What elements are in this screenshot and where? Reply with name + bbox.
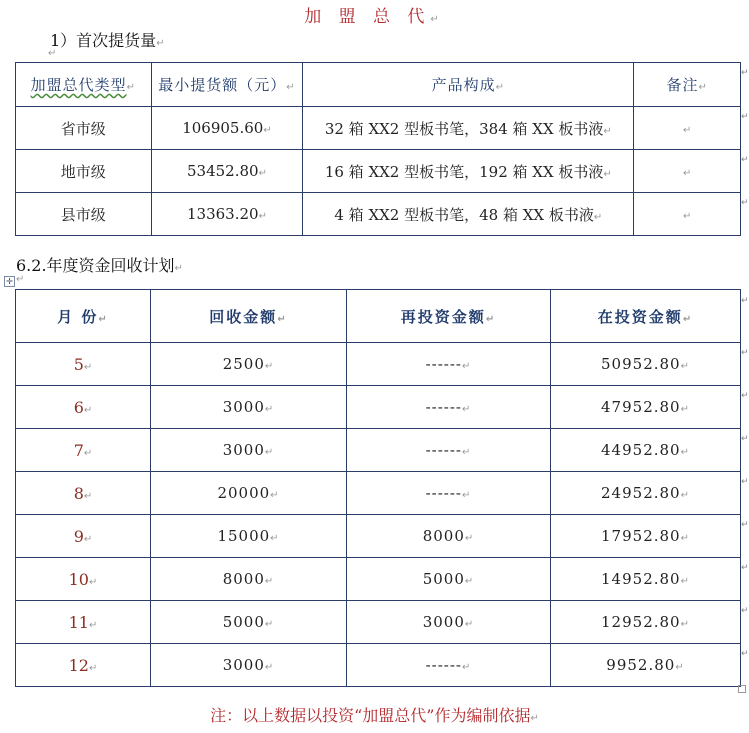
month-cell: 7↵: [16, 429, 151, 472]
table-cell: 15000↵: [151, 515, 347, 558]
table-row: [16, 150, 741, 193]
table-cell: 16 箱 XX2 型板书笔，192 箱 XX 板书液↵: [303, 150, 634, 193]
table-cell: 3000↵: [151, 386, 347, 429]
header-cell: 回收金额↵: [151, 290, 347, 343]
month-cell: 9↵: [16, 515, 151, 558]
header-cell: 最小提货额（元）↵: [151, 63, 303, 107]
table-row: [16, 386, 741, 429]
table-row: [16, 515, 741, 558]
month-cell: 10↵: [16, 558, 151, 601]
table-cell: 17952.80↵: [551, 515, 741, 558]
row-end-mark: ↵: [741, 391, 749, 401]
month-cell: 11↵: [16, 601, 151, 644]
row-end-mark: ↵: [741, 649, 749, 659]
row-end-mark: ↵: [741, 606, 749, 616]
table-cell: ↵: [634, 150, 741, 193]
table-cell: 4 箱 XX2 型板书笔，48 箱 XX 板书液↵: [303, 193, 634, 236]
table-row: [16, 601, 741, 644]
table-cell: 44952.80↵: [551, 429, 741, 472]
table-cell: ------↵: [347, 472, 551, 515]
table-cell: 32 箱 XX2 型板书笔，384 箱 XX 板书液↵: [303, 107, 634, 150]
table-cell: 3000↵: [151, 644, 347, 687]
table-row: [16, 429, 741, 472]
table-cell: 8000↵: [347, 515, 551, 558]
table-row: [16, 193, 741, 236]
table-cell: ↵: [634, 107, 741, 150]
table-cell: ------↵: [347, 386, 551, 429]
table-cell: 50952.80↵: [551, 343, 741, 386]
row-end-mark: ↵: [741, 477, 749, 487]
table-cell: 106905.60↵: [151, 107, 303, 150]
table-cell: 12952.80↵: [551, 601, 741, 644]
first-order-table: [15, 62, 741, 236]
header-cell: 再投资金额↵: [347, 290, 551, 343]
paragraph-mark: ↵: [16, 274, 25, 285]
table-cell: ------↵: [347, 429, 551, 472]
table-cell: 14952.80↵: [551, 558, 741, 601]
table-header-row: [16, 63, 741, 107]
month-cell: 8↵: [16, 472, 151, 515]
table-row: [16, 107, 741, 150]
header-cell: 产品构成↵: [303, 63, 634, 107]
header-cell: 在投资金额↵: [551, 290, 741, 343]
document-title: 加 盟 总 代↵: [304, 7, 445, 27]
table-cell: 47952.80↵: [551, 386, 741, 429]
footnote: 注：以上数据以投资“加盟总代”作为编制依据↵: [210, 706, 539, 725]
table-cell: 5000↵: [151, 601, 347, 644]
table-resize-handle-icon[interactable]: [738, 685, 746, 693]
table-cell: ↵: [634, 193, 741, 236]
row-end-mark: ↵: [741, 348, 749, 358]
row-end-mark: ↵: [741, 563, 749, 573]
section-heading-annual-plan: 6.2.年度资金回收计划↵: [16, 256, 183, 275]
row-end-mark: ↵: [741, 155, 749, 165]
month-cell: 12↵: [16, 644, 151, 687]
table-cell: 3000↵: [347, 601, 551, 644]
header-cell: 加盟总代类型↵: [16, 63, 152, 107]
table-cell: 53452.80↵: [151, 150, 303, 193]
table-move-handle-icon[interactable]: ✛: [4, 276, 15, 287]
section-heading-first-order: 1）首次提货量↵: [50, 31, 165, 50]
table-row: [16, 343, 741, 386]
row-end-mark: ↵: [741, 112, 749, 122]
table-cell: 9952.80↵: [551, 644, 741, 687]
table-row: [16, 558, 741, 601]
annual-recovery-table: [15, 289, 741, 687]
table-cell: 地市级: [16, 150, 152, 193]
table-header-row: [16, 290, 741, 343]
header-cell: 月 份↵: [16, 290, 151, 343]
table-cell: 省市级: [16, 107, 152, 150]
paragraph-mark: ↵: [48, 48, 57, 59]
table-row: [16, 472, 741, 515]
table-cell: ------↵: [347, 644, 551, 687]
row-end-mark: ↵: [741, 198, 749, 208]
table-cell: 20000↵: [151, 472, 347, 515]
table-cell: 3000↵: [151, 429, 347, 472]
table-cell: 县市级: [16, 193, 152, 236]
header-cell: 备注↵: [634, 63, 741, 107]
row-end-mark: ↵: [741, 520, 749, 530]
row-end-mark: ↵: [741, 296, 749, 306]
table-cell: ------↵: [347, 343, 551, 386]
table-cell: 2500↵: [151, 343, 347, 386]
month-cell: 5↵: [16, 343, 151, 386]
table-cell: 13363.20↵: [151, 193, 303, 236]
table-row: [16, 644, 741, 687]
table-cell: 8000↵: [151, 558, 347, 601]
row-end-mark: ↵: [741, 434, 749, 444]
table-cell: 24952.80↵: [551, 472, 741, 515]
table-cell: 5000↵: [347, 558, 551, 601]
row-end-mark: ↵: [741, 68, 749, 78]
month-cell: 6↵: [16, 386, 151, 429]
